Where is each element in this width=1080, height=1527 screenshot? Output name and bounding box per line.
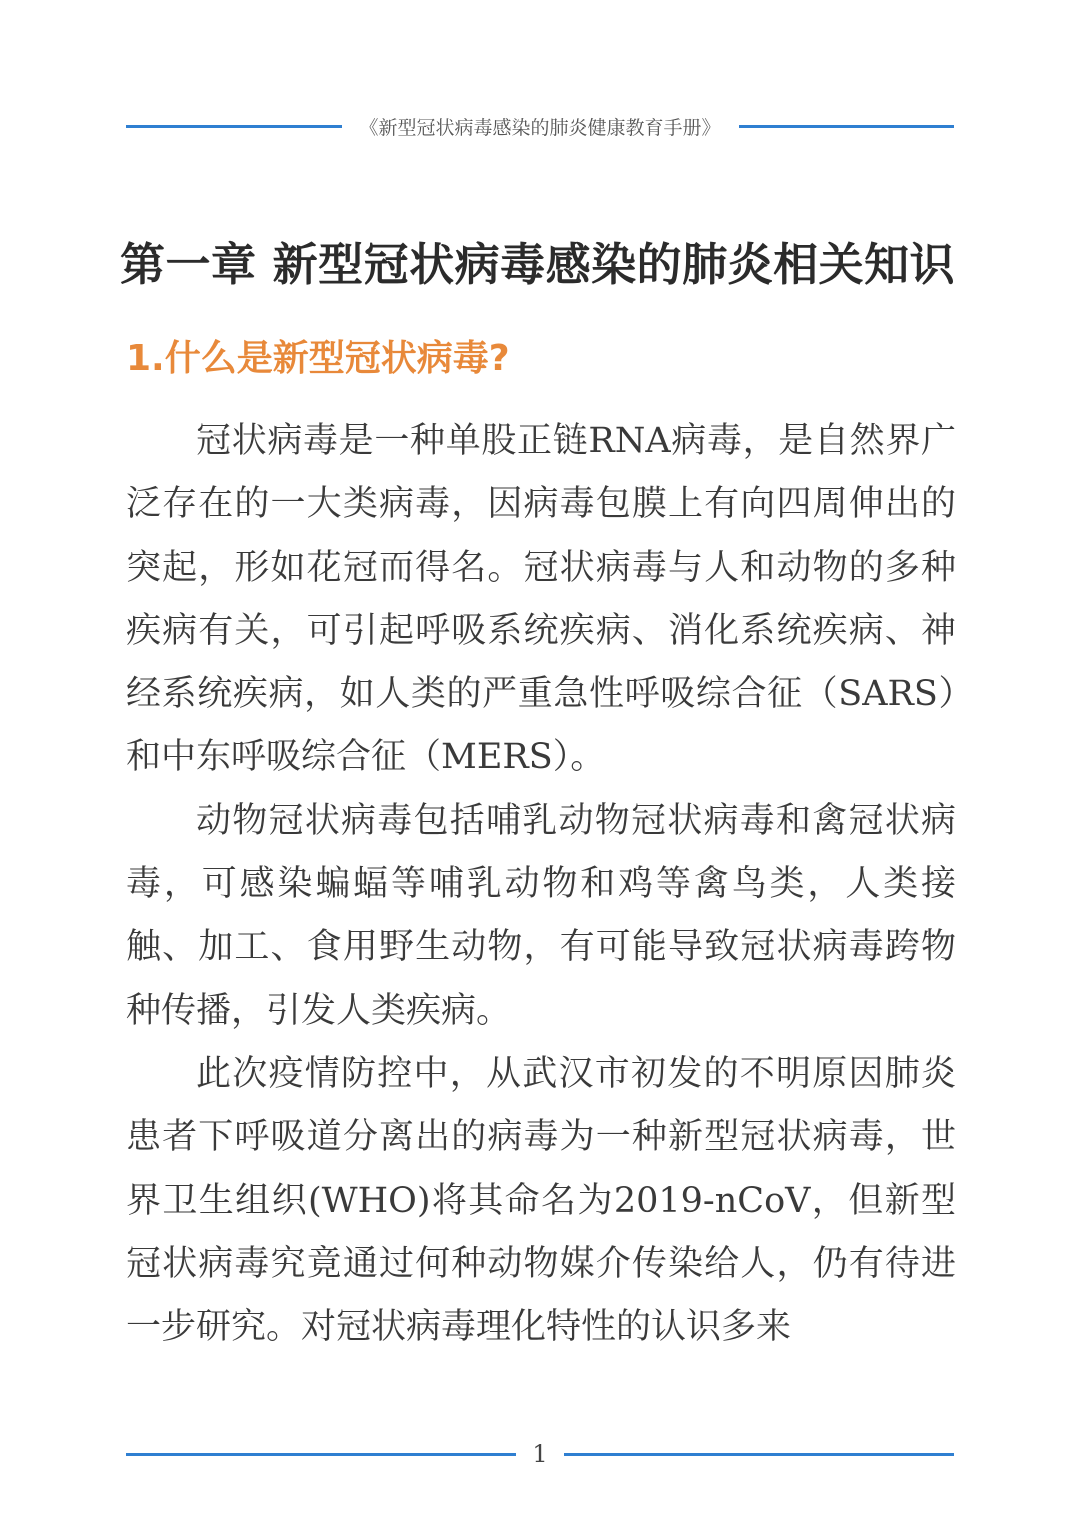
header-rule-right [739,125,955,128]
body-text [126,410,956,1359]
page-footer [126,1436,954,1472]
page-number: 1 [532,1440,548,1468]
paragraph-3: 此次疫情防控中，从武汉市初发的不明原因肺炎患者下呼吸道分离出的病毒为一种新型冠状病毒，世界卫生组织(WHO)将其命名为2019-nCoV，但新型冠状病毒究竟通过何种动物媒介传染给人，仍有待进一步研究。对冠状病毒理化特性的认识多来 [126,1053,956,1348]
book-title: 《新型冠状病毒感染的肺炎健康教育手册》 [359,116,721,139]
footer-rule-left [126,1453,516,1456]
header-rule-left [126,125,342,128]
section-title: 1.什么是新型冠状病毒? [126,338,510,379]
footer-rule-right [564,1453,954,1456]
page-header [126,108,954,144]
paragraph-1: 冠状病毒是一种单股正链RNA病毒，是自然界广泛存在的一大类病毒，因病毒包膜上有向四周伸出的突起，形如花冠而得名。冠状病毒与人和动物的多种疾病有关，可引起呼吸系统疾病、消化系统疾病、神经系统疾病，如人类的严重急性呼吸综合征（SARS）和中东呼吸综合征（MERS）。 [126,421,956,778]
paragraph-2: 动物冠状病毒包括哺乳动物冠状病毒和禽冠状病毒，可感染蝙蝠等哺乳动物和鸡等禽鸟类，人类接触、加工、食用野生动物，有可能导致冠状病毒跨物种传播，引发人类疾病。 [126,800,956,1031]
chapter-title: 第一章 新型冠状病毒感染的肺炎相关知识 [120,238,956,291]
